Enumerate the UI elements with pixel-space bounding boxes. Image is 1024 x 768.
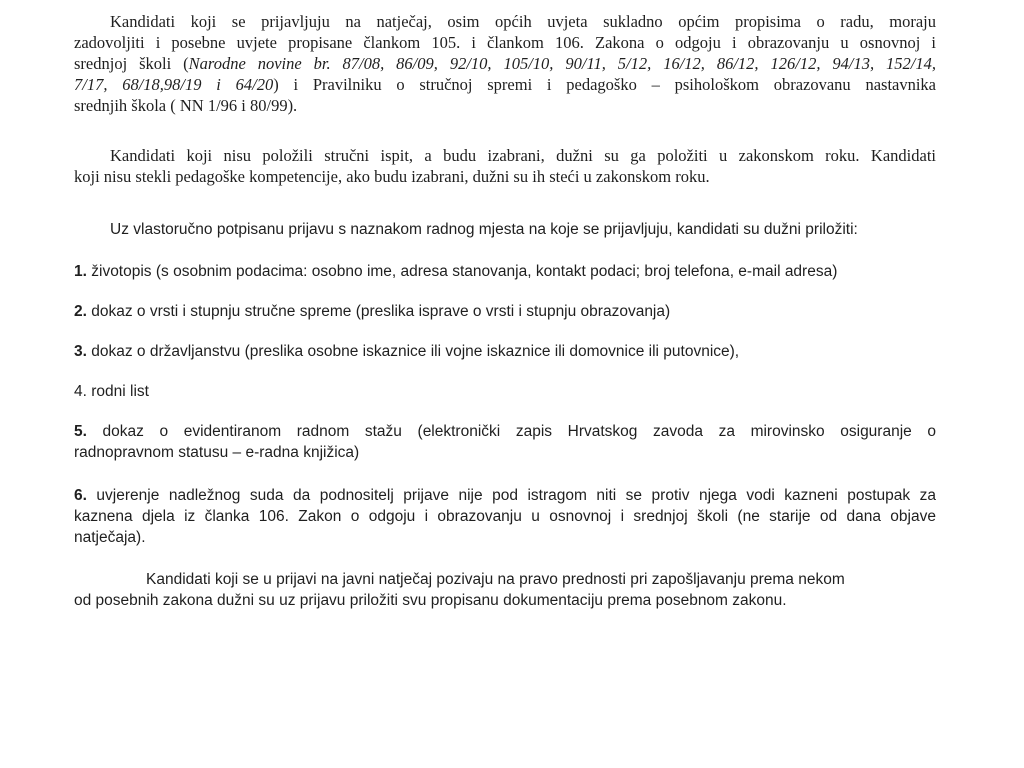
item-text-cont: radnopravnom statusu – e-radna knjižica) (74, 444, 360, 461)
item-number: 6. (74, 487, 87, 504)
item-text-cont: kaznena djela iz članka 106. Zakon o odgoju i obrazovanju u osnovnoj i srednjoj školi (ne starije od dana objave (74, 508, 936, 525)
attachments-intro (74, 219, 936, 240)
item-number: 3. (74, 343, 87, 360)
attachment-item-6 (74, 485, 936, 548)
intro-line-5: srednjih škola ( NN 1/96 i 80/99). (74, 96, 298, 115)
attachment-item-1 (74, 261, 936, 282)
exam-line-2: koji nisu stekli pedagoške kompetencije, ako budu izabrani, dužni su ih steći u zakonskom roku. (74, 167, 710, 186)
item-text-cont-2: natječaja). (74, 529, 146, 546)
intro-line-4-suffix: ) i Pravilniku o stručnoj spremi i pedagoško – psihološkom obrazovanu nastavnika (273, 75, 937, 94)
exam-paragraph (74, 145, 936, 187)
exam-line-1: Kandidati koji nisu položili stručni ispit, a budu izabrani, dužni su ga položiti u zakonskom roku. Kandidati (110, 146, 936, 165)
priority-line-1: Kandidati koji se u prijavi na javni natječaj pozivaju na pravo prednosti pri zapošljavanju prema nekom (146, 571, 845, 588)
item-number: 5. (74, 423, 87, 440)
item-number: 2. (74, 303, 87, 320)
item-text: životopis (s osobnim podacima: osobno ime, adresa stanovanja, kontakt podaci; broj telefona, e-mail adresa) (86, 263, 838, 280)
item-number: 1. (74, 263, 87, 280)
intro-line-4 (74, 74, 936, 95)
gazette-references: Narodne novine br. 87/08, 86/09, 92/10, 105/10, 90/11, 5/12, 16/12, 86/12, 126/12, 94/13, 152/14, (188, 54, 936, 73)
intro-line-3 (74, 53, 936, 74)
item-number: 4. (74, 383, 87, 400)
intro-line-3-prefix: srednjoj školi ( (74, 54, 189, 73)
attachments-intro-text: Uz vlastoručno potpisanu prijavu s naznakom radnog mjesta na koje se prijavljuju, kandidati su dužni priložiti: (110, 221, 858, 238)
priority-line-2: od posebnih zakona dužni su uz prijavu priložiti svu propisanu dokumentaciju prema posebnom zakonu. (74, 592, 787, 609)
attachment-item-2 (74, 301, 936, 322)
item-text: uvjerenje nadležnog suda da podnositelj prijave nije pod istragom niti se protiv njega vodi kazneni postupak za (86, 487, 936, 504)
attachment-item-4 (74, 381, 936, 402)
item-text: dokaz o vrsti i stupnju stručne spreme (preslika isprave o vrsti i stupnju obrazovanja) (86, 303, 671, 320)
intro-paragraph (74, 11, 936, 116)
item-text: rodni list (86, 383, 149, 400)
intro-line-1: Kandidati koji se prijavljuju na natječaj, osim općih uvjeta sukladno općim propisima o radu, moraju (110, 12, 936, 31)
attachment-item-5 (74, 421, 936, 463)
attachment-item-3 (74, 341, 936, 362)
item-text: dokaz o državljanstvu (preslika osobne iskaznice ili vojne iskaznice ili domovnice ili putovnice), (86, 343, 740, 360)
item-text: dokaz o evidentiranom radnom stažu (elektronički zapis Hrvatskog zavoda za mirovinsko osiguranje o (86, 423, 936, 440)
gazette-references-cont: 7/17, 68/18,98/19 i 64/20 (74, 75, 274, 94)
intro-line-2: zadovoljiti i posebne uvjete propisane člankom 105. i člankom 106. Zakona o odgoju i obrazovanju u osnovnoj i (74, 33, 936, 52)
priority-paragraph (74, 569, 936, 611)
